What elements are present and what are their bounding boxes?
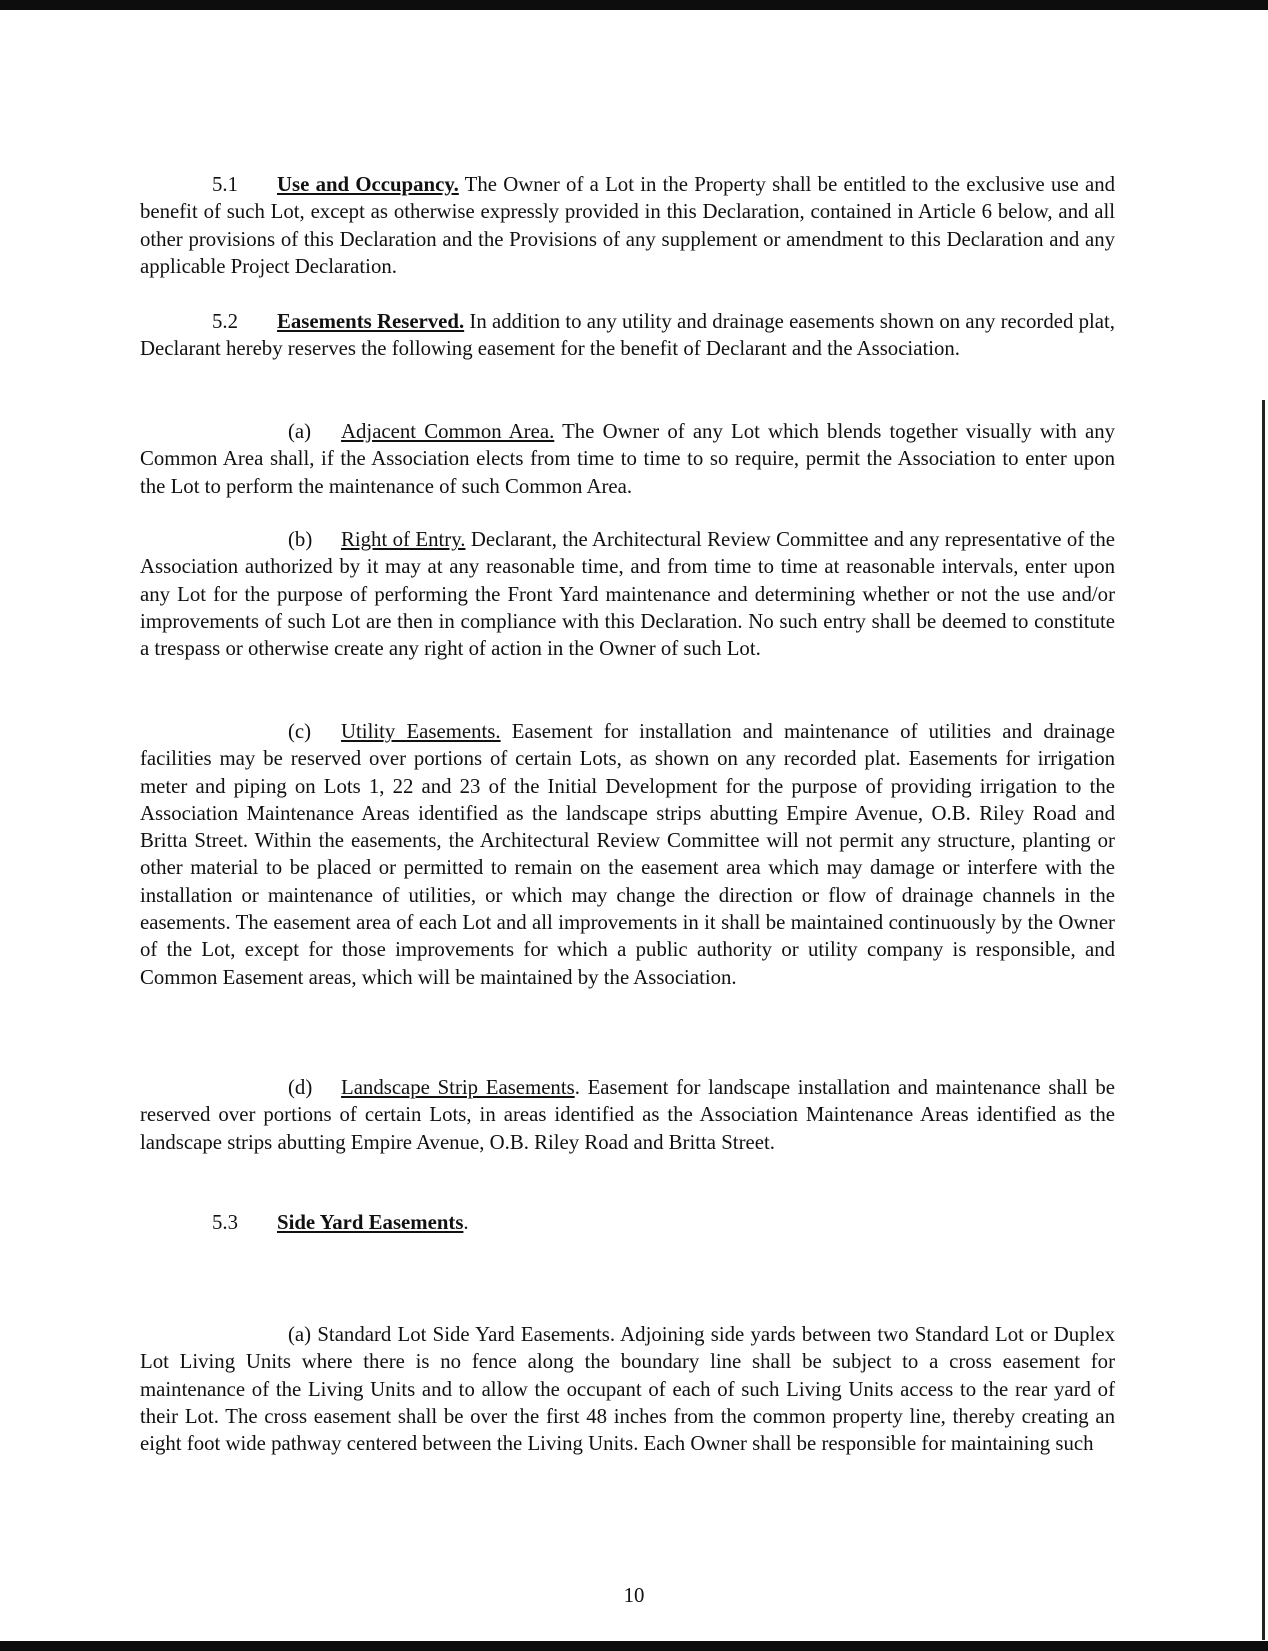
section-5-2-c-body: Easement for installation and maintenance of utilities and drainage facilities may be reserved over portions of certain Lots, as shown on any recorded plat. Easements for irrigation meter and piping on Lots 1, 22 and 23 of the Initial Development for the purpose of providing irrigation to the Association Maintenance Areas identified as the landscape strips abutting Empire Avenue, O.B. Riley Road and Britta Street. Within the easements, the Architectural Review Committee will not permit any structure, planting or other material to be placed or permitted to remain on the easement area which may damage or interfere with the installation or maintenance of utilities, or which may change the direction or flow of drainage channels in the easements. The easement area of each Lot and all improvements in it shall be maintained continuously by the Owner of the Lot, except for those improvements for which a public authority or utility company is responsible, and Common Easement areas, which will be maintained by the Association. [140,720,1115,989]
section-5-2-number: 5.2 [212,310,238,333]
section-5-1-body: The Owner of a Lot in the Property shall be entitled to the exclusive use and benefit of such Lot, except as otherwise expressly provided in this Declaration, contained in Article 6 below, and all other provisions of this Declaration and the Provisions of any supplement or amendment to this Declaration and any applicable Project Declaration. [140,173,1115,278]
section-5-1 [140,171,1115,280]
section-5-2-d-label: (d) [288,1076,313,1099]
section-5-2-heading: Easements Reserved. [277,310,465,333]
section-5-2-c-title: Utility Easements. [341,720,501,743]
section-5-2-a-label: (a) [288,420,312,443]
scan-top-border [0,0,1268,10]
section-5-1-number: 5.1 [212,173,238,196]
section-5-2-b-label: (b) [288,528,313,551]
section-5-3-number: 5.3 [212,1211,238,1234]
page-number: 10 [623,1584,645,1607]
section-5-2-d-body: . Easement for landscape installation and maintenance shall be reserved over portions of certain Lots, in areas identified as the Association Maintenance Areas identified as the landscape strips abutting Empire Avenue, O.B. Riley Road and Britta Street. [140,1076,1115,1154]
section-5-2-b-body: Declarant, the Architectural Review Committee and any representative of the Association authorized by it may at any reasonable time, and from time to time at reasonable intervals, enter upon any Lot for the purpose of performing the Front Yard maintenance and determining whether or not the use and/or improvements of such Lot are then in compliance with this Declaration. No such entry shall be deemed to constitute a trespass or otherwise create any right of action in the Owner of such Lot. [140,528,1115,661]
section-5-2-a-body: The Owner of any Lot which blends together visually with any Common Area shall, if the Association elects from time to time to so require, permit the Association to enter upon the Lot to perform the maintenance of such Common Area. [140,420,1115,498]
section-5-3-a [140,1321,1115,1457]
section-5-2-a-title: Adjacent Common Area. [341,420,555,443]
section-5-2-d [140,1074,1115,1156]
section-5-3-a-text: (a) Standard Lot Side Yard Easements. Adjoining side yards between two Standard Lot or Duplex Lot Living Units where there is no fence along the boundary line shall be subject to a cross easement for maintenance of the Living Units and to allow the occupant of each of such Living Units access to the rear yard of their Lot. The cross easement shall be over the first 48 inches from the common property line, thereby creating an eight foot wide pathway centered between the Living Units. Each Owner shall be responsible for maintaining such [140,1323,1115,1456]
scan-bottom-border [0,1641,1268,1651]
section-5-2-c [140,718,1115,991]
section-5-2-b-title: Right of Entry. [341,528,466,551]
section-5-2-a [140,418,1115,500]
section-5-2-d-title: Landscape Strip Easements [341,1076,575,1099]
section-5-2-body: In addition to any utility and drainage easements shown on any recorded plat, Declarant hereby reserves the following easement for the benefit of Declarant and the Association. [140,310,1115,361]
section-5-2 [140,308,1115,363]
section-5-3-heading-line [212,1211,469,1235]
section-5-2-b [140,526,1115,662]
section-5-3-heading-suffix: . [463,1211,469,1234]
scan-right-border [1262,400,1265,1640]
section-5-1-heading: Use and Occupancy. [277,173,459,196]
section-5-3-heading: Side Yard Easements [277,1211,464,1234]
section-5-2-c-label: (c) [288,720,312,743]
